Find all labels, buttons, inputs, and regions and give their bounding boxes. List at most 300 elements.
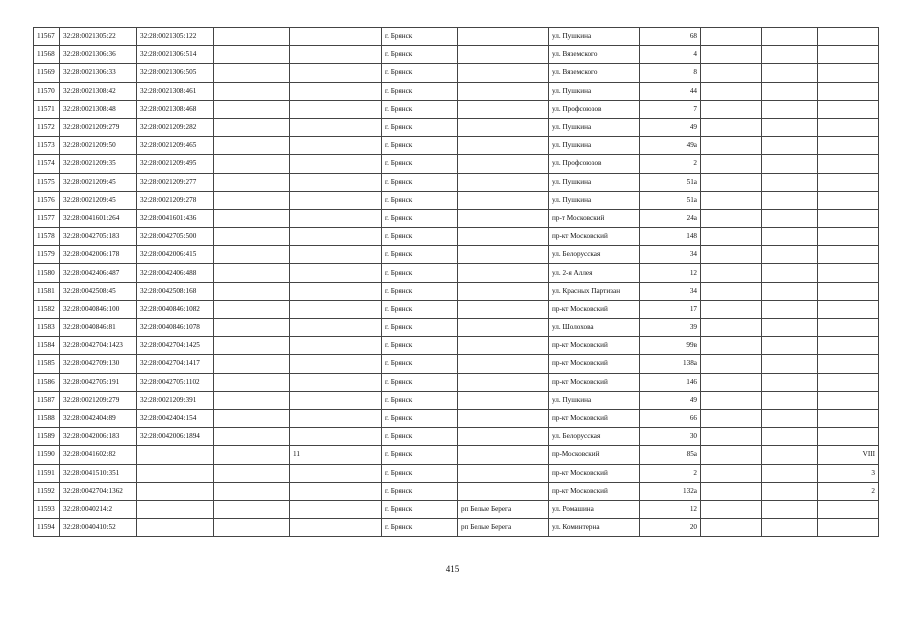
cell-cadastral-number: 32:28:0021308:42 [60, 82, 137, 100]
cell-premises-cadastral-number: 32:28:0042704:1425 [137, 337, 214, 355]
cell-record-number: 11578 [34, 228, 60, 246]
cell-street: ул. Белорусская [549, 428, 640, 446]
cell-city: г. Брянск [382, 246, 458, 264]
cell-house-number: 12 [640, 500, 701, 518]
cell-extra [290, 428, 382, 446]
table-row [34, 300, 879, 318]
cell-street: ул. Вяземского [549, 64, 640, 82]
cell-premises [818, 100, 879, 118]
cell-house-number: 4 [640, 46, 701, 64]
cell-house-number: 49а [640, 137, 701, 155]
cell-house-number: 7 [640, 100, 701, 118]
cell-extra [290, 64, 382, 82]
cell-premises [818, 519, 879, 537]
cell-extra [290, 373, 382, 391]
cell-extra [290, 391, 382, 409]
cell-empty [214, 118, 290, 136]
cell-locality [458, 373, 549, 391]
cell-locality [458, 337, 549, 355]
cell-structure [762, 337, 818, 355]
table-row [34, 464, 879, 482]
cell-locality [458, 319, 549, 337]
cell-structure [762, 464, 818, 482]
cell-cadastral-number: 32:28:0040410:52 [60, 519, 137, 537]
cell-building [701, 209, 762, 227]
cell-extra [290, 246, 382, 264]
cell-premises: 3 [818, 464, 879, 482]
cell-cadastral-number: 32:28:0042404:89 [60, 409, 137, 427]
cell-premises-cadastral-number: 32:28:0021209:278 [137, 191, 214, 209]
cell-city: г. Брянск [382, 500, 458, 518]
cell-premises-cadastral-number: 32:28:0042006:1894 [137, 428, 214, 446]
cell-structure [762, 64, 818, 82]
cell-extra [290, 500, 382, 518]
cell-cadastral-number: 32:28:0042705:183 [60, 228, 137, 246]
cell-premises-cadastral-number: 32:28:0041601:436 [137, 209, 214, 227]
cell-premises-cadastral-number [137, 464, 214, 482]
cell-structure [762, 409, 818, 427]
cell-street: ул. Профсоюзов [549, 155, 640, 173]
cell-empty [214, 82, 290, 100]
cell-city: г. Брянск [382, 173, 458, 191]
cell-empty [214, 428, 290, 446]
cell-house-number: 20 [640, 519, 701, 537]
cell-structure [762, 391, 818, 409]
cell-premises-cadastral-number [137, 446, 214, 464]
cell-house-number: 8 [640, 64, 701, 82]
cell-premises [818, 173, 879, 191]
cell-building [701, 464, 762, 482]
cell-cadastral-number: 32:28:0021305:22 [60, 28, 137, 46]
cell-record-number: 11585 [34, 355, 60, 373]
cell-city: г. Брянск [382, 282, 458, 300]
cell-building [701, 282, 762, 300]
cell-empty [214, 137, 290, 155]
cell-premises [818, 264, 879, 282]
cell-city: г. Брянск [382, 118, 458, 136]
cell-record-number: 11573 [34, 137, 60, 155]
cell-structure [762, 228, 818, 246]
cell-premises [818, 500, 879, 518]
cell-cadastral-number: 32:28:0041602:82 [60, 446, 137, 464]
cell-premises-cadastral-number: 32:28:0042404:154 [137, 409, 214, 427]
cell-building [701, 264, 762, 282]
cell-building [701, 64, 762, 82]
cell-house-number: 66 [640, 409, 701, 427]
cell-building [701, 337, 762, 355]
cell-record-number: 11594 [34, 519, 60, 537]
cell-extra [290, 100, 382, 118]
cell-locality: рп Белые Берега [458, 500, 549, 518]
cell-street: пр-кт Московский [549, 228, 640, 246]
table-row [34, 137, 879, 155]
cell-building [701, 100, 762, 118]
cell-record-number: 11590 [34, 446, 60, 464]
cell-extra [290, 319, 382, 337]
cell-structure [762, 82, 818, 100]
cell-empty [214, 355, 290, 373]
cell-structure [762, 246, 818, 264]
cell-record-number: 11571 [34, 100, 60, 118]
cell-locality [458, 228, 549, 246]
cell-record-number: 11582 [34, 300, 60, 318]
cell-structure [762, 446, 818, 464]
cell-structure [762, 282, 818, 300]
cell-premises [818, 228, 879, 246]
cell-city: г. Брянск [382, 464, 458, 482]
cell-empty [214, 282, 290, 300]
cell-empty [214, 391, 290, 409]
table-row [34, 28, 879, 46]
cell-record-number: 11588 [34, 409, 60, 427]
cell-cadastral-number: 32:28:0040846:81 [60, 319, 137, 337]
cell-city: г. Брянск [382, 428, 458, 446]
table-row [34, 100, 879, 118]
cell-street: пр-кт Московский [549, 464, 640, 482]
table-row [34, 155, 879, 173]
cell-extra [290, 482, 382, 500]
cell-record-number: 11575 [34, 173, 60, 191]
cell-empty [214, 264, 290, 282]
cell-empty [214, 373, 290, 391]
cell-premises-cadastral-number: 32:28:0021209:465 [137, 137, 214, 155]
cell-house-number: 49 [640, 118, 701, 136]
cell-cadastral-number: 32:28:0041601:264 [60, 209, 137, 227]
table-row [34, 64, 879, 82]
cell-house-number: 24а [640, 209, 701, 227]
cell-city: г. Брянск [382, 409, 458, 427]
cell-record-number: 11567 [34, 28, 60, 46]
cell-street: пр-кт Московский [549, 373, 640, 391]
cell-structure [762, 500, 818, 518]
cell-city: г. Брянск [382, 319, 458, 337]
cell-premises [818, 409, 879, 427]
table-row [34, 46, 879, 64]
cell-empty [214, 300, 290, 318]
cell-cadastral-number: 32:28:0021209:279 [60, 118, 137, 136]
cell-extra [290, 300, 382, 318]
cell-empty [214, 46, 290, 64]
cell-building [701, 173, 762, 191]
cell-premises-cadastral-number: 32:28:0042006:415 [137, 246, 214, 264]
cell-premises-cadastral-number: 32:28:0021308:468 [137, 100, 214, 118]
cell-street: ул. Ромашина [549, 500, 640, 518]
cell-structure [762, 355, 818, 373]
cell-structure [762, 46, 818, 64]
cell-street: ул. Профсоюзов [549, 100, 640, 118]
cell-street: ул. Пушкина [549, 391, 640, 409]
cell-extra [290, 191, 382, 209]
cell-premises [818, 282, 879, 300]
cell-city: г. Брянск [382, 64, 458, 82]
cell-building [701, 82, 762, 100]
cell-street: пр-кт Московский [549, 409, 640, 427]
cell-premises-cadastral-number: 32:28:0021209:495 [137, 155, 214, 173]
cell-street: ул. Пушкина [549, 173, 640, 191]
table-row [34, 246, 879, 264]
cell-street: пр-кт Московский [549, 355, 640, 373]
cell-cadastral-number: 32:28:0021209:279 [60, 391, 137, 409]
cell-premises [818, 64, 879, 82]
cell-extra [290, 155, 382, 173]
cell-city: г. Брянск [382, 28, 458, 46]
cell-city: г. Брянск [382, 519, 458, 537]
cell-structure [762, 155, 818, 173]
cell-locality [458, 209, 549, 227]
cell-premises-cadastral-number: 32:28:0042705:1102 [137, 373, 214, 391]
cell-cadastral-number: 32:28:0041510:351 [60, 464, 137, 482]
cell-premises-cadastral-number: 32:28:0040846:1082 [137, 300, 214, 318]
table-row [34, 319, 879, 337]
cell-locality [458, 355, 549, 373]
cell-empty [214, 100, 290, 118]
cell-extra [290, 137, 382, 155]
cell-locality [458, 28, 549, 46]
cell-structure [762, 173, 818, 191]
cell-building [701, 246, 762, 264]
cell-record-number: 11580 [34, 264, 60, 282]
cell-record-number: 11577 [34, 209, 60, 227]
cell-building [701, 500, 762, 518]
cell-street: ул. Вяземского [549, 46, 640, 64]
cell-locality [458, 300, 549, 318]
cell-locality [458, 391, 549, 409]
cell-extra [290, 264, 382, 282]
cell-house-number: 148 [640, 228, 701, 246]
cell-cadastral-number: 32:28:0021308:48 [60, 100, 137, 118]
cell-record-number: 11574 [34, 155, 60, 173]
cell-record-number: 11568 [34, 46, 60, 64]
cell-premises-cadastral-number: 32:28:0021209:282 [137, 118, 214, 136]
cell-extra [290, 409, 382, 427]
cell-record-number: 11589 [34, 428, 60, 446]
cell-city: г. Брянск [382, 228, 458, 246]
cell-street: ул. Пушкина [549, 191, 640, 209]
table-row [34, 500, 879, 518]
cell-locality [458, 446, 549, 464]
cell-extra [290, 464, 382, 482]
registry-table-body [34, 28, 879, 537]
table-row [34, 173, 879, 191]
table-row [34, 82, 879, 100]
cell-cadastral-number: 32:28:0042705:191 [60, 373, 137, 391]
cell-street: ул. Коминтерна [549, 519, 640, 537]
cell-locality [458, 82, 549, 100]
cell-street: ул. Пушкина [549, 82, 640, 100]
cell-house-number: 99в [640, 337, 701, 355]
cell-locality [458, 246, 549, 264]
cell-locality: рп Белые Берега [458, 519, 549, 537]
cell-house-number: 17 [640, 300, 701, 318]
cell-building [701, 137, 762, 155]
table-row [34, 355, 879, 373]
cell-cadastral-number: 32:28:0021209:45 [60, 173, 137, 191]
cell-extra [290, 173, 382, 191]
cell-premises [818, 28, 879, 46]
cell-structure [762, 264, 818, 282]
cell-locality [458, 118, 549, 136]
cell-house-number: 34 [640, 282, 701, 300]
table-row [34, 228, 879, 246]
cell-house-number: 132а [640, 482, 701, 500]
cell-premises [818, 46, 879, 64]
table-row [34, 264, 879, 282]
cell-premises-cadastral-number: 32:28:0042406:488 [137, 264, 214, 282]
cell-structure [762, 482, 818, 500]
cell-empty [214, 191, 290, 209]
cell-premises-cadastral-number [137, 500, 214, 518]
cell-cadastral-number: 32:28:0040846:100 [60, 300, 137, 318]
cell-premises-cadastral-number: 32:28:0021306:514 [137, 46, 214, 64]
cell-record-number: 11576 [34, 191, 60, 209]
cell-street: пр-кт Московский [549, 482, 640, 500]
cell-record-number: 11581 [34, 282, 60, 300]
cell-structure [762, 118, 818, 136]
cell-premises: 2 [818, 482, 879, 500]
cell-city: г. Брянск [382, 191, 458, 209]
cell-street: ул. Пушкина [549, 28, 640, 46]
cell-premises-cadastral-number: 32:28:0042704:1417 [137, 355, 214, 373]
cell-structure [762, 191, 818, 209]
cell-locality [458, 155, 549, 173]
cell-cadastral-number: 32:28:0042709:130 [60, 355, 137, 373]
cell-premises [818, 319, 879, 337]
cell-premises-cadastral-number: 32:28:0042705:500 [137, 228, 214, 246]
cell-building [701, 319, 762, 337]
table-row [34, 482, 879, 500]
cell-locality [458, 282, 549, 300]
cell-extra [290, 118, 382, 136]
cell-cadastral-number: 32:28:0042006:183 [60, 428, 137, 446]
cell-premises-cadastral-number: 32:28:0042508:168 [137, 282, 214, 300]
cell-city: г. Брянск [382, 155, 458, 173]
cell-premises [818, 82, 879, 100]
cell-extra: 11 [290, 446, 382, 464]
cell-house-number: 85а [640, 446, 701, 464]
cell-cadastral-number: 32:28:0021209:35 [60, 155, 137, 173]
cell-house-number: 49 [640, 391, 701, 409]
cell-city: г. Брянск [382, 482, 458, 500]
cell-extra [290, 355, 382, 373]
cell-street: пр-кт Московский [549, 300, 640, 318]
cell-house-number: 34 [640, 246, 701, 264]
cell-extra [290, 46, 382, 64]
cell-extra [290, 82, 382, 100]
cell-premises [818, 209, 879, 227]
cell-house-number: 44 [640, 82, 701, 100]
cell-cadastral-number: 32:28:0021306:36 [60, 46, 137, 64]
cell-building [701, 228, 762, 246]
cell-premises [818, 300, 879, 318]
cell-locality [458, 100, 549, 118]
cell-empty [214, 500, 290, 518]
cell-record-number: 11583 [34, 319, 60, 337]
cell-building [701, 391, 762, 409]
cell-empty [214, 246, 290, 264]
cell-street: пр-т Московский [549, 209, 640, 227]
cell-house-number: 12 [640, 264, 701, 282]
cell-city: г. Брянск [382, 82, 458, 100]
cell-city: г. Брянск [382, 300, 458, 318]
cell-city: г. Брянск [382, 209, 458, 227]
cell-record-number: 11586 [34, 373, 60, 391]
cell-premises-cadastral-number: 32:28:0021306:505 [137, 64, 214, 82]
registry-table [33, 27, 879, 537]
cell-empty [214, 228, 290, 246]
cell-cadastral-number: 32:28:0042508:45 [60, 282, 137, 300]
cell-extra [290, 282, 382, 300]
table-row [34, 118, 879, 136]
cell-city: г. Брянск [382, 137, 458, 155]
cell-city: г. Брянск [382, 337, 458, 355]
cell-premises [818, 246, 879, 264]
cell-premises [818, 155, 879, 173]
cell-empty [214, 519, 290, 537]
cell-locality [458, 46, 549, 64]
cell-house-number: 2 [640, 155, 701, 173]
cell-empty [214, 64, 290, 82]
cell-house-number: 39 [640, 319, 701, 337]
cell-extra [290, 337, 382, 355]
cell-building [701, 482, 762, 500]
table-row [34, 428, 879, 446]
cell-house-number: 51а [640, 173, 701, 191]
table-row [34, 337, 879, 355]
cell-structure [762, 300, 818, 318]
table-row [34, 391, 879, 409]
cell-empty [214, 409, 290, 427]
cell-empty [214, 155, 290, 173]
cell-premises [818, 428, 879, 446]
cell-house-number: 30 [640, 428, 701, 446]
cell-structure [762, 100, 818, 118]
cell-structure [762, 209, 818, 227]
cell-street: ул. 2-я Аллея [549, 264, 640, 282]
table-row [34, 282, 879, 300]
cell-street: ул. Красных Партизан [549, 282, 640, 300]
cell-extra [290, 228, 382, 246]
cell-premises-cadastral-number: 32:28:0021305:122 [137, 28, 214, 46]
cell-empty [214, 446, 290, 464]
cell-premises [818, 355, 879, 373]
cell-house-number: 68 [640, 28, 701, 46]
cell-structure [762, 373, 818, 391]
cell-city: г. Брянск [382, 100, 458, 118]
table-row [34, 519, 879, 537]
cell-premises-cadastral-number: 32:28:0021209:391 [137, 391, 214, 409]
cell-house-number: 2 [640, 464, 701, 482]
cell-building [701, 373, 762, 391]
cell-extra [290, 28, 382, 46]
cell-extra [290, 519, 382, 537]
cell-premises [818, 191, 879, 209]
cell-building [701, 428, 762, 446]
cell-locality [458, 464, 549, 482]
cell-structure [762, 28, 818, 46]
cell-house-number: 138а [640, 355, 701, 373]
cell-premises-cadastral-number: 32:28:0021308:461 [137, 82, 214, 100]
table-row [34, 446, 879, 464]
table-row [34, 209, 879, 227]
cell-street: ул. Пушкина [549, 118, 640, 136]
cell-building [701, 191, 762, 209]
cell-record-number: 11579 [34, 246, 60, 264]
table-row [34, 409, 879, 427]
cell-record-number: 11584 [34, 337, 60, 355]
cell-empty [214, 337, 290, 355]
cell-empty [214, 319, 290, 337]
cell-record-number: 11593 [34, 500, 60, 518]
